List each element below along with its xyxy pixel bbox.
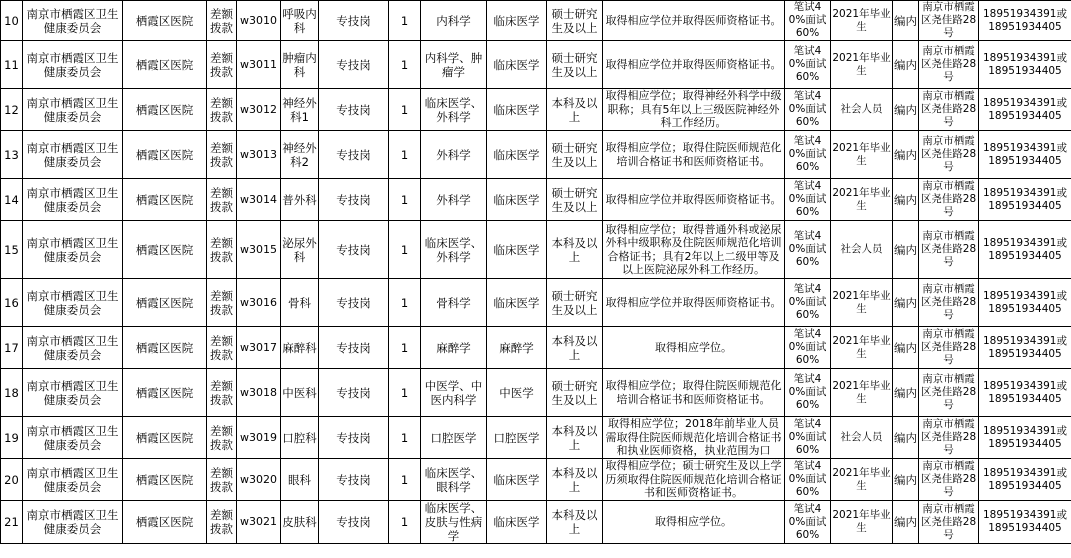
cell-addr: 南京市栖霞区尧佳路28号 xyxy=(919,179,979,221)
cell-exam: 笔试40%面试60% xyxy=(785,279,831,327)
cell-target: 2021年毕业生 xyxy=(831,131,893,179)
cell-exam: 笔试40%面试60% xyxy=(785,41,831,89)
cell-no: 17 xyxy=(1,327,23,369)
cell-fund: 差额拨款 xyxy=(207,417,237,459)
cell-major: 口腔医学 xyxy=(487,417,547,459)
cell-quota: 编内 xyxy=(893,131,919,179)
cell-count: 1 xyxy=(389,501,421,544)
cell-no: 12 xyxy=(1,89,23,131)
cell-count: 1 xyxy=(389,327,421,369)
cell-req: 取得相应学位并取得医师资格证书。 xyxy=(603,179,785,221)
cell-unit: 栖霞区医院 xyxy=(123,459,207,501)
cell-fund: 差额拨款 xyxy=(207,369,237,417)
cell-edu: 硕士研究生及以上 xyxy=(547,1,603,41)
cell-req: 取得相应学位。 xyxy=(603,501,785,544)
cell-major_dept: 外科学 xyxy=(421,179,487,221)
cell-no: 20 xyxy=(1,459,23,501)
cell-edu: 本科及以上 xyxy=(547,501,603,544)
cell-major_dept: 骨科学 xyxy=(421,279,487,327)
cell-post: 骨科 xyxy=(281,279,319,327)
cell-fund: 差额拨款 xyxy=(207,89,237,131)
cell-req: 取得相应学位并取得医师资格证书。 xyxy=(603,41,785,89)
cell-post: 神经外科1 xyxy=(281,89,319,131)
table-row xyxy=(1,221,1071,279)
cell-target: 2021年毕业生 xyxy=(831,279,893,327)
cell-addr: 南京市栖霞区尧佳路28号 xyxy=(919,459,979,501)
cell-major_dept: 内科学、肿瘤学 xyxy=(421,41,487,89)
cell-major_dept: 中医学、中医内科学 xyxy=(421,369,487,417)
cell-fund: 差额拨款 xyxy=(207,327,237,369)
cell-dept: 南京市栖霞区卫生健康委员会 xyxy=(23,221,123,279)
cell-code: w3015 xyxy=(237,221,281,279)
cell-no: 11 xyxy=(1,41,23,89)
cell-edu: 本科及以上 xyxy=(547,89,603,131)
cell-dept: 南京市栖霞区卫生健康委员会 xyxy=(23,501,123,544)
cell-quota: 编内 xyxy=(893,459,919,501)
cell-addr: 南京市栖霞区尧佳路28号 xyxy=(919,279,979,327)
cell-phone: 18951934391或18951934405 xyxy=(979,417,1071,459)
cell-req: 取得相应学位；取得住院医师规范化培训合格证书和医师资格证书。 xyxy=(603,131,785,179)
cell-phone: 18951934391或18951934405 xyxy=(979,221,1071,279)
cell-exam: 笔试40%面试60% xyxy=(785,179,831,221)
table-row xyxy=(1,327,1071,369)
cell-quota: 编内 xyxy=(893,417,919,459)
cell-target: 2021年毕业生 xyxy=(831,327,893,369)
cell-phone: 18951934391或18951934405 xyxy=(979,131,1071,179)
cell-addr: 南京市栖霞区尧佳路28号 xyxy=(919,221,979,279)
cell-type: 专技岗 xyxy=(319,279,389,327)
cell-exam: 笔试40%面试60% xyxy=(785,327,831,369)
table-row xyxy=(1,179,1071,221)
cell-addr: 南京市栖霞区尧佳路28号 xyxy=(919,327,979,369)
table-row xyxy=(1,417,1071,459)
cell-code: w3017 xyxy=(237,327,281,369)
cell-target: 2021年毕业生 xyxy=(831,41,893,89)
cell-dept: 南京市栖霞区卫生健康委员会 xyxy=(23,417,123,459)
cell-type: 专技岗 xyxy=(319,221,389,279)
cell-req: 取得相应学位；取得普通外科或泌尿外科中级职称及住院医师规范化培训合格证书；具有2年以上二级甲等及以上医院泌尿外科工作经历。 xyxy=(603,221,785,279)
cell-quota: 编内 xyxy=(893,279,919,327)
cell-req: 取得相应学位并取得医师资格证书。 xyxy=(603,279,785,327)
cell-fund: 差额拨款 xyxy=(207,179,237,221)
cell-dept: 南京市栖霞区卫生健康委员会 xyxy=(23,327,123,369)
cell-quota: 编内 xyxy=(893,501,919,544)
cell-post: 口腔科 xyxy=(281,417,319,459)
cell-post: 普外科 xyxy=(281,179,319,221)
cell-unit: 栖霞区医院 xyxy=(123,417,207,459)
cell-quota: 编内 xyxy=(893,179,919,221)
cell-count: 1 xyxy=(389,369,421,417)
cell-phone: 18951934391或18951934405 xyxy=(979,459,1071,501)
cell-addr: 南京市栖霞区尧佳路28号 xyxy=(919,41,979,89)
cell-fund: 差额拨款 xyxy=(207,279,237,327)
cell-no: 14 xyxy=(1,179,23,221)
cell-dept: 南京市栖霞区卫生健康委员会 xyxy=(23,131,123,179)
table-body xyxy=(1,1,1071,544)
cell-addr: 南京市栖霞区尧佳路28号 xyxy=(919,417,979,459)
cell-exam: 笔试40%面试60% xyxy=(785,1,831,41)
cell-no: 21 xyxy=(1,501,23,544)
cell-target: 2021年毕业生 xyxy=(831,179,893,221)
cell-phone: 18951934391或18951934405 xyxy=(979,41,1071,89)
cell-req: 取得相应学位；2018年前毕业人员需取得住院医师规范化培训合格证书和执业医师资格，执业范围为口 xyxy=(603,417,785,459)
cell-addr: 南京市栖霞区尧佳路28号 xyxy=(919,369,979,417)
cell-major_dept: 外科学 xyxy=(421,131,487,179)
table-row xyxy=(1,501,1071,544)
cell-post: 泌尿外科 xyxy=(281,221,319,279)
cell-target: 2021年毕业生 xyxy=(831,1,893,41)
cell-unit: 栖霞区医院 xyxy=(123,1,207,41)
cell-major: 临床医学 xyxy=(487,89,547,131)
cell-addr: 南京市栖霞区尧佳路28号 xyxy=(919,89,979,131)
cell-phone: 18951934391或18951934405 xyxy=(979,89,1071,131)
cell-major: 中医学 xyxy=(487,369,547,417)
cell-edu: 本科及以上 xyxy=(547,221,603,279)
table-row xyxy=(1,89,1071,131)
cell-no: 15 xyxy=(1,221,23,279)
cell-major: 临床医学 xyxy=(487,459,547,501)
cell-fund: 差额拨款 xyxy=(207,459,237,501)
table-row xyxy=(1,1,1071,41)
cell-count: 1 xyxy=(389,179,421,221)
cell-major_dept: 口腔医学 xyxy=(421,417,487,459)
cell-type: 专技岗 xyxy=(319,459,389,501)
cell-fund: 差额拨款 xyxy=(207,1,237,41)
cell-exam: 笔试40%面试60% xyxy=(785,89,831,131)
cell-phone: 18951934391或18951934405 xyxy=(979,179,1071,221)
cell-major: 临床医学 xyxy=(487,179,547,221)
cell-major_dept: 临床医学、眼科学 xyxy=(421,459,487,501)
cell-req: 取得相应学位；取得住院医师规范化培训合格证书和医师资格证书。 xyxy=(603,369,785,417)
cell-unit: 栖霞区医院 xyxy=(123,369,207,417)
cell-req: 取得相应学位。 xyxy=(603,327,785,369)
cell-code: w3011 xyxy=(237,41,281,89)
cell-unit: 栖霞区医院 xyxy=(123,221,207,279)
cell-major_dept: 内科学 xyxy=(421,1,487,41)
cell-major_dept: 临床医学、外科学 xyxy=(421,89,487,131)
cell-quota: 编内 xyxy=(893,1,919,41)
cell-exam: 笔试40%面试60% xyxy=(785,369,831,417)
cell-count: 1 xyxy=(389,1,421,41)
cell-edu: 本科及以上 xyxy=(547,327,603,369)
cell-dept: 南京市栖霞区卫生健康委员会 xyxy=(23,89,123,131)
cell-quota: 编内 xyxy=(893,327,919,369)
cell-dept: 南京市栖霞区卫生健康委员会 xyxy=(23,1,123,41)
cell-count: 1 xyxy=(389,89,421,131)
cell-major: 临床医学 xyxy=(487,221,547,279)
cell-code: w3016 xyxy=(237,279,281,327)
cell-quota: 编内 xyxy=(893,221,919,279)
cell-count: 1 xyxy=(389,279,421,327)
cell-no: 10 xyxy=(1,1,23,41)
cell-type: 专技岗 xyxy=(319,89,389,131)
cell-fund: 差额拨款 xyxy=(207,221,237,279)
cell-dept: 南京市栖霞区卫生健康委员会 xyxy=(23,279,123,327)
cell-count: 1 xyxy=(389,131,421,179)
table-row xyxy=(1,41,1071,89)
cell-unit: 栖霞区医院 xyxy=(123,41,207,89)
table-row xyxy=(1,459,1071,501)
cell-major_dept: 麻醉学 xyxy=(421,327,487,369)
cell-type: 专技岗 xyxy=(319,501,389,544)
cell-quota: 编内 xyxy=(893,369,919,417)
cell-type: 专技岗 xyxy=(319,1,389,41)
cell-quota: 编内 xyxy=(893,89,919,131)
cell-addr: 南京市栖霞区尧佳路28号 xyxy=(919,501,979,544)
cell-type: 专技岗 xyxy=(319,131,389,179)
cell-exam: 笔试40%面试60% xyxy=(785,501,831,544)
cell-code: w3019 xyxy=(237,417,281,459)
cell-post: 神经外科2 xyxy=(281,131,319,179)
cell-post: 皮肤科 xyxy=(281,501,319,544)
cell-phone: 18951934391或18951934405 xyxy=(979,279,1071,327)
cell-edu: 硕士研究生及以上 xyxy=(547,279,603,327)
cell-target: 社会人员 xyxy=(831,89,893,131)
cell-target: 2021年毕业生 xyxy=(831,459,893,501)
cell-type: 专技岗 xyxy=(319,369,389,417)
cell-exam: 笔试40%面试60% xyxy=(785,459,831,501)
cell-type: 专技岗 xyxy=(319,179,389,221)
table-row xyxy=(1,369,1071,417)
cell-fund: 差额拨款 xyxy=(207,501,237,544)
cell-type: 专技岗 xyxy=(319,41,389,89)
cell-code: w3010 xyxy=(237,1,281,41)
cell-addr: 南京市栖霞区尧佳路28号 xyxy=(919,131,979,179)
cell-major: 临床医学 xyxy=(487,279,547,327)
cell-phone: 18951934391或18951934405 xyxy=(979,327,1071,369)
table-row xyxy=(1,131,1071,179)
cell-major_dept: 临床医学、外科学 xyxy=(421,221,487,279)
cell-addr: 南京市栖霞区尧佳路28号 xyxy=(919,1,979,41)
cell-req: 取得相应学位；取得神经外科学中级职称；具有5年以上三级医院神经外科工作经历。 xyxy=(603,89,785,131)
cell-no: 13 xyxy=(1,131,23,179)
cell-dept: 南京市栖霞区卫生健康委员会 xyxy=(23,369,123,417)
cell-post: 肿瘤内科 xyxy=(281,41,319,89)
cell-req: 取得相应学位；硕士研究生及以上学历须取得住院医师规范化培训合格证书和医师资格证书。 xyxy=(603,459,785,501)
cell-code: w3020 xyxy=(237,459,281,501)
cell-no: 18 xyxy=(1,369,23,417)
cell-post: 眼科 xyxy=(281,459,319,501)
cell-major: 临床医学 xyxy=(487,41,547,89)
cell-edu: 硕士研究生及以上 xyxy=(547,179,603,221)
cell-count: 1 xyxy=(389,459,421,501)
cell-dept: 南京市栖霞区卫生健康委员会 xyxy=(23,41,123,89)
cell-unit: 栖霞区医院 xyxy=(123,89,207,131)
cell-type: 专技岗 xyxy=(319,417,389,459)
cell-major: 临床医学 xyxy=(487,501,547,544)
cell-target: 社会人员 xyxy=(831,221,893,279)
cell-count: 1 xyxy=(389,41,421,89)
cell-quota: 编内 xyxy=(893,41,919,89)
cell-phone: 18951934391或18951934405 xyxy=(979,1,1071,41)
cell-unit: 栖霞区医院 xyxy=(123,501,207,544)
cell-count: 1 xyxy=(389,221,421,279)
cell-major: 临床医学 xyxy=(487,1,547,41)
cell-target: 2021年毕业生 xyxy=(831,501,893,544)
cell-unit: 栖霞区医院 xyxy=(123,179,207,221)
cell-unit: 栖霞区医院 xyxy=(123,131,207,179)
table-row xyxy=(1,279,1071,327)
cell-phone: 18951934391或18951934405 xyxy=(979,501,1071,544)
cell-fund: 差额拨款 xyxy=(207,41,237,89)
cell-target: 2021年毕业生 xyxy=(831,369,893,417)
cell-edu: 硕士研究生及以上 xyxy=(547,41,603,89)
cell-dept: 南京市栖霞区卫生健康委员会 xyxy=(23,179,123,221)
cell-no: 19 xyxy=(1,417,23,459)
cell-fund: 差额拨款 xyxy=(207,131,237,179)
cell-no: 16 xyxy=(1,279,23,327)
cell-exam: 笔试40%面试60% xyxy=(785,417,831,459)
cell-req: 取得相应学位并取得医师资格证书。 xyxy=(603,1,785,41)
cell-code: w3021 xyxy=(237,501,281,544)
cell-major: 麻醉学 xyxy=(487,327,547,369)
cell-edu: 硕士研究生及以上 xyxy=(547,369,603,417)
cell-code: w3014 xyxy=(237,179,281,221)
cell-code: w3012 xyxy=(237,89,281,131)
cell-type: 专技岗 xyxy=(319,327,389,369)
cell-major: 临床医学 xyxy=(487,131,547,179)
cell-edu: 本科及以上 xyxy=(547,459,603,501)
cell-major_dept: 临床医学、皮肤与性病学 xyxy=(421,501,487,544)
cell-post: 麻醉科 xyxy=(281,327,319,369)
cell-unit: 栖霞区医院 xyxy=(123,327,207,369)
cell-unit: 栖霞区医院 xyxy=(123,279,207,327)
cell-code: w3018 xyxy=(237,369,281,417)
cell-dept: 南京市栖霞区卫生健康委员会 xyxy=(23,459,123,501)
cell-edu: 硕士研究生及以上 xyxy=(547,131,603,179)
cell-phone: 18951934391或18951934405 xyxy=(979,369,1071,417)
cell-exam: 笔试40%面试60% xyxy=(785,131,831,179)
cell-target: 社会人员 xyxy=(831,417,893,459)
cell-count: 1 xyxy=(389,417,421,459)
cell-post: 中医科 xyxy=(281,369,319,417)
cell-exam: 笔试40%面试60% xyxy=(785,221,831,279)
cell-code: w3013 xyxy=(237,131,281,179)
cell-edu: 本科及以上 xyxy=(547,417,603,459)
cell-post: 呼吸内科 xyxy=(281,1,319,41)
